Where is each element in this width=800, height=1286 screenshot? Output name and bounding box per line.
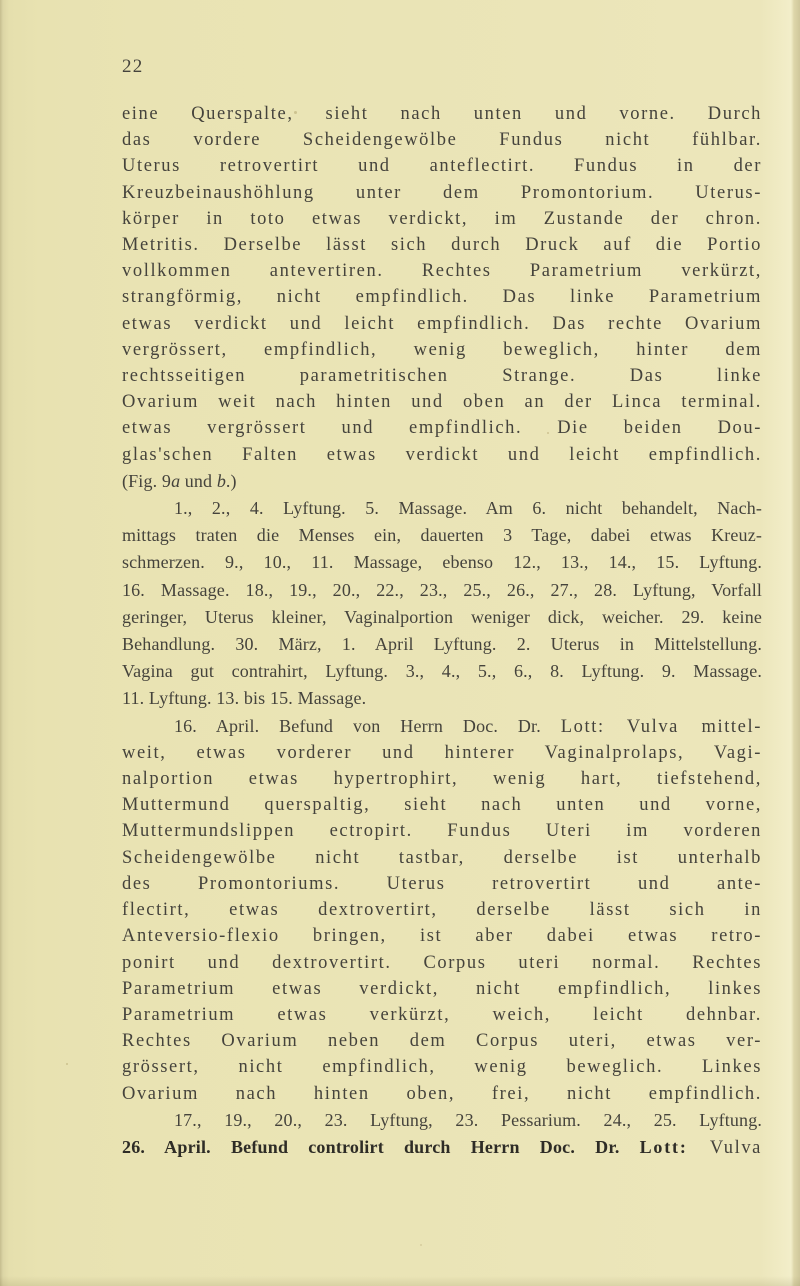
text-segment: 26. April. Befund controlirt durch Herrn Doc. Dr. xyxy=(122,1136,640,1157)
text-segment: Anteversio-flexio bringen, ist aber dabei etwas retro- xyxy=(122,926,762,947)
paper-speck xyxy=(66,1063,68,1065)
text-segment: Uterus retrovertirt und anteflectirt. Fundus in der xyxy=(122,156,762,177)
text-segment: .) xyxy=(225,470,237,491)
text-line xyxy=(122,311,762,337)
text-line xyxy=(122,818,762,844)
text-segment: Ovarium nach hinten oben, frei, nicht empfindlich. xyxy=(122,1083,762,1104)
text-segment: körper in toto etwas verdickt, im Zustande der chron. xyxy=(122,208,762,229)
text-segment: 16. Massage. 18., 19., 20., 22., 23., 25., 26., 27., 28. Lyftung, Vorfall xyxy=(122,579,762,600)
text-line xyxy=(122,713,762,740)
text-line xyxy=(122,923,762,949)
text-line xyxy=(122,1107,762,1134)
text-segment: Parametrium etwas verdickt, nicht empfindlich, linkes xyxy=(122,978,762,999)
text-segment: und xyxy=(180,470,217,491)
text-segment: Kreuzbeinaushöhlung unter dem Promontorium. Uterus- xyxy=(122,182,762,203)
text-line xyxy=(122,740,762,766)
text-line xyxy=(122,127,762,153)
paper-speck xyxy=(420,1244,422,1246)
text-line xyxy=(122,495,762,522)
text-line xyxy=(122,1028,762,1054)
text-line xyxy=(122,871,762,897)
text-segment: b xyxy=(216,470,226,491)
text-line xyxy=(122,1002,762,1028)
text-segment: vergrössert, empfindlich, wenig beweglich, hinter dem xyxy=(122,339,762,360)
text-line xyxy=(122,950,762,976)
text-line xyxy=(122,604,762,631)
page-number: 22 xyxy=(122,56,144,77)
text-segment: Scheidengewölbe nicht tastbar, derselbe ist unterhalb xyxy=(122,847,762,868)
text-line xyxy=(122,658,762,685)
text-segment: Lott: xyxy=(560,716,605,737)
text-line xyxy=(122,153,762,179)
text-line xyxy=(122,284,762,310)
text-segment: Vulva mittel- xyxy=(604,716,762,737)
text-line xyxy=(122,232,762,258)
text-segment: nalportion etwas hypertrophirt, wenig hart, tiefstehend, xyxy=(122,769,762,790)
text-segment: vollkommen antevertiren. Rechtes Parametrium verkürzt, xyxy=(122,261,762,282)
text-line xyxy=(122,792,762,818)
text-line xyxy=(122,337,762,363)
text-segment: Metritis. Derselbe lässt sich durch Druck auf die Portio xyxy=(122,235,762,256)
text-line xyxy=(122,549,762,576)
text-line xyxy=(122,897,762,923)
text-segment: 1., 2., 4. Lyftung. 5. Massage. Am 6. nicht behandelt, Nach- xyxy=(174,498,762,519)
text-segment: 17., 19., 20., 23. Lyftung, 23. Pessarium. 24., 25. Lyftung. xyxy=(174,1109,762,1130)
text-line xyxy=(122,206,762,232)
text-segment: etwas vergrössert und empfindlich. Die beiden Dou- xyxy=(122,418,762,439)
text-segment: Vulva xyxy=(687,1137,762,1158)
text-segment: Muttermundslippen ectropirt. Fundus Uteri im vorderen xyxy=(122,821,762,842)
text-segment: grössert, nicht empfindlich, wenig beweglich. Linkes xyxy=(122,1057,762,1078)
text-line xyxy=(122,363,762,389)
text-segment: Muttermund querspaltig, sieht nach unten und vorne, xyxy=(122,795,762,816)
text-segment: (Fig. 9 xyxy=(122,470,172,491)
text-line xyxy=(122,442,762,468)
text-segment: 11. Lyftung. 13. bis 15. Massage. xyxy=(122,688,367,709)
text-line xyxy=(122,468,762,495)
text-line xyxy=(122,1054,762,1080)
text-line xyxy=(122,180,762,206)
text-line xyxy=(122,976,762,1002)
text-line xyxy=(122,258,762,284)
text-segment: das vordere Scheidengewölbe Fundus nicht fühlbar. xyxy=(122,130,762,151)
text-segment: schmerzen. 9., 10., 11. Massage, ebenso 12., 13., 14., 15. Lyftung. xyxy=(122,552,762,573)
text-line xyxy=(122,631,762,658)
text-segment: eine Querspalte, sieht nach unten und vorne. Durch xyxy=(122,104,762,124)
text-segment: Behandlung. 30. März, 1. April Lyftung. 2. Uterus in Mittelstellung. xyxy=(122,634,762,655)
page-text xyxy=(122,101,762,1161)
text-segment: Ovarium weit nach hinten und oben an der Linca terminal. xyxy=(122,392,762,413)
text-segment: Rechtes Ovarium neben dem Corpus uteri, etwas ver- xyxy=(122,1031,762,1052)
text-segment: strangförmig, nicht empfindlich. Das linke Parametrium xyxy=(122,287,762,308)
text-segment: geringer, Uterus kleiner, Vaginalportion weniger dick, weicher. 29. keine xyxy=(122,606,762,627)
text-segment: Lott: xyxy=(639,1136,688,1157)
text-segment: a xyxy=(171,470,181,491)
text-line xyxy=(122,577,762,604)
text-line xyxy=(122,389,762,415)
text-line xyxy=(122,685,762,712)
text-line xyxy=(122,522,762,549)
text-segment: des Promontoriums. Uterus retrovertirt und ante- xyxy=(122,873,762,894)
text-segment: ponirt und dextrovertirt. Corpus uteri normal. Rechtes xyxy=(122,952,762,973)
text-segment: flectirt, etwas dextrovertirt, derselbe lässt sich in xyxy=(122,900,762,921)
text-segment: Vagina gut contrahirt, Lyftung. 3., 4., 5., 6., 8. Lyftung. 9. Massage. xyxy=(122,661,762,682)
text-segment: glas'schen Falten etwas verdickt und leicht empfindlich. xyxy=(122,444,762,465)
text-line xyxy=(122,1134,762,1161)
text-segment: weit, etwas vorderer und hinterer Vaginalprolaps, Vagi- xyxy=(122,742,762,763)
text-line xyxy=(122,766,762,792)
text-line xyxy=(122,415,762,441)
text-line xyxy=(122,845,762,871)
text-line xyxy=(122,1081,762,1107)
text-segment: mittags traten die Menses ein, dauerten 3 Tage, dabei etwas Kreuz- xyxy=(122,525,762,546)
text-segment: etwas verdickt und leicht empfindlich. Das rechte Ovarium xyxy=(122,313,762,334)
text-segment: rechtsseitigen parametritischen Strange. Das linke xyxy=(122,366,762,387)
text-line xyxy=(122,101,762,127)
text-segment: 16. April. Befund von Herrn Doc. Dr. xyxy=(174,715,561,736)
text-segment: Parametrium etwas verkürzt, weich, leicht dehnbar. xyxy=(122,1004,762,1025)
